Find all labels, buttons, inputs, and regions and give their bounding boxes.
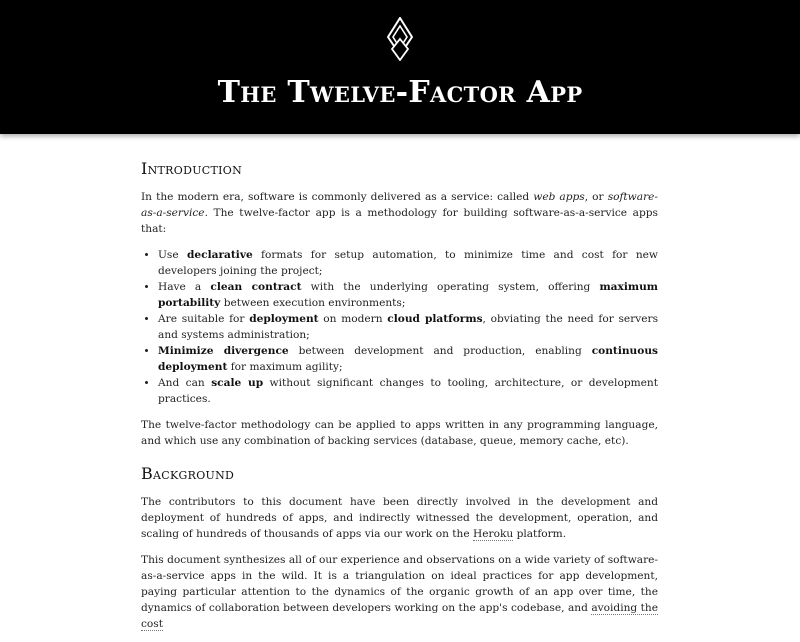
list-item: • And can scale up without significant changes to tooling, architecture, or development practices.	[158, 375, 658, 407]
section-heading-background: Background	[141, 464, 235, 483]
background-paragraph-1: The contributors to this document have been directly involved in the development and deployment of hundreds of apps, and indirectly witnessed the development, operation, and scaling of hundreds of thousands of apps via our work on the Heroku platform.	[141, 496, 658, 540]
goals-list	[141, 247, 658, 407]
background-paragraph-2: This document synthesizes all of our experience and observations on a wide variety of software-as-a-service apps in the wild. It is a triangulation on ideal practices for app development, paying particular attention to the dynamics of the organic growth of an app over time, the dynamics of collaboration between developers working on the app's codebase, and avoiding the cost	[141, 554, 658, 630]
list-item: • Minimize divergence between development and production, enabling continuous deployment for maximum agility;	[158, 343, 658, 375]
list-item: • Have a clean contract with the underlying operating system, offering maximum portability between execution environments;	[158, 279, 658, 311]
intro-paragraph-2: The twelve-factor methodology can be applied to apps written in any programming language, and which use any combination of backing services (database, queue, memory cache, etc).	[141, 419, 658, 447]
section-heading-introduction: Introduction	[141, 159, 243, 178]
twelve-factor-logo-icon[interactable]	[387, 17, 413, 61]
site-header	[0, 0, 800, 134]
heroku-link[interactable]: Heroku	[473, 528, 514, 540]
intro-paragraph-1: In the modern era, software is commonly delivered as a service: called web apps, or software-as-a-service. The twelve-factor app is a methodology for building software-as-a-service apps that:	[141, 191, 658, 235]
list-item: • Use declarative formats for setup automation, to minimize time and cost for new developers joining the project;	[158, 247, 658, 279]
site-title[interactable]: The Twelve-Factor App	[217, 75, 583, 110]
list-item: • Are suitable for deployment on modern cloud platforms, obviating the need for servers and systems administration;	[158, 311, 658, 343]
avoiding-the-cost-link[interactable]: avoiding the cost	[141, 602, 658, 630]
main-content	[141, 158, 658, 642]
